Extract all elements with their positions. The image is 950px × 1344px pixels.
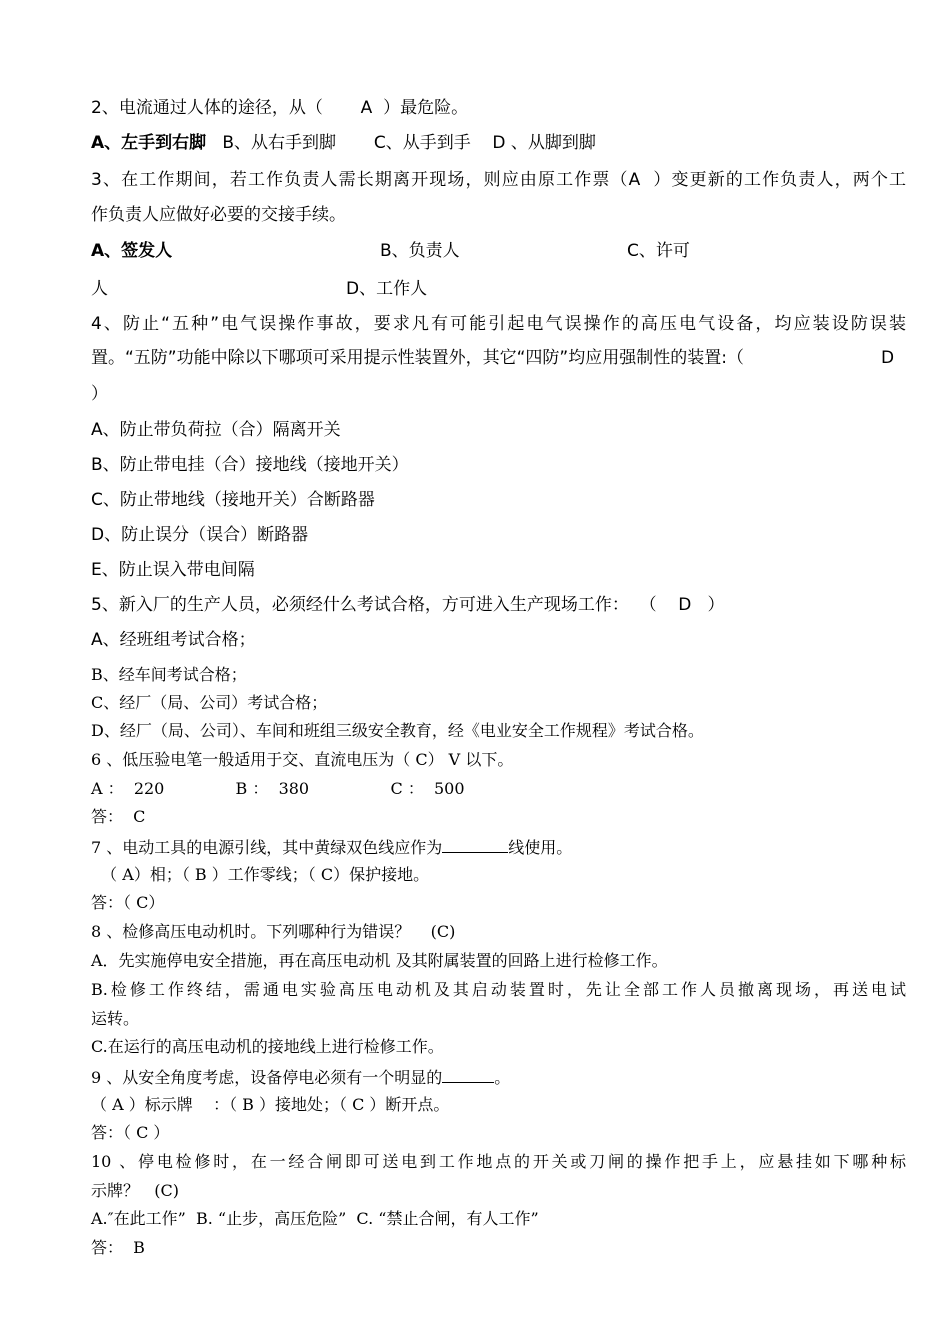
q3-option-c-cont: 人 bbox=[91, 279, 108, 299]
q3-stem-line1: 3、在工作期间，若工作负责人需长期离开现场，则应由原工作票（A ）变更新的工作负责人，两个工 bbox=[91, 170, 906, 190]
q4-answer: D bbox=[881, 348, 895, 368]
q4-option-c: C、防止带地线（接地开关）合断路器 bbox=[91, 490, 375, 510]
q6-options: A ： 220 B ： 380 C ： 500 bbox=[91, 779, 465, 798]
q6-answer: 答： C bbox=[91, 807, 146, 826]
q9-options: （ A ）标示牌 ：（ B ）接地处；（ C ）断开点。 bbox=[91, 1095, 450, 1114]
q4-option-b: B、防止带电挂（合）接地线（接地开关） bbox=[91, 455, 409, 475]
q8-option-a: A．先实施停电安全措施，再在高压电动机 及其附属装置的回路上进行检修工作。 bbox=[91, 951, 668, 970]
q10-stem-line1: 10 、停电检修时，在一经合闸即可送电到工作地点的开关或刀闸的操作把手上，应悬挂如下哪种标 bbox=[91, 1152, 906, 1171]
q3-option-a: A、签发人 bbox=[91, 241, 173, 261]
q5-option-d: D、经厂（局、公司）、车间和班组三级安全教育，经《电业安全工作规程》考试合格。 bbox=[91, 721, 704, 740]
q7-stem-before: 7 、电动工具的电源引线，其中黄绿双色线应作为 bbox=[91, 838, 443, 857]
q3-option-b: B、负责人 bbox=[380, 241, 460, 261]
q10-options: A.″在此工作” B. “止步，高压危险” C. “禁止合闸，有人工作” bbox=[91, 1209, 539, 1228]
q4-stem-line3: ） bbox=[91, 384, 108, 404]
q3-stem-line2: 作负责人应做好必要的交接手续。 bbox=[91, 205, 346, 225]
q2-options bbox=[91, 133, 596, 153]
q8-stem: 8 、检修高压电动机时。下列哪种行为错误？ (C) bbox=[91, 922, 456, 941]
q7-options: （ A）相；（ B ）工作零线；（ C）保护接地。 bbox=[91, 865, 430, 884]
q9-stem bbox=[91, 1066, 510, 1088]
q7-stem bbox=[91, 836, 572, 858]
q8-option-b-line2: 运转。 bbox=[91, 1009, 140, 1028]
q10-answer: 答： B bbox=[91, 1238, 145, 1257]
q3-option-d: D、工作人 bbox=[346, 279, 428, 299]
q4-option-e: E、防止误入带电间隔 bbox=[91, 560, 255, 580]
q2-option-a: A、左手到右脚 bbox=[91, 133, 207, 153]
q2-stem: 2、电流通过人体的途径，从（ A ）最危险。 bbox=[91, 98, 469, 118]
q7-answer: 答：（ C） bbox=[91, 893, 165, 912]
q4-option-d: D、防止误分（误合）断路器 bbox=[91, 525, 309, 545]
q5-option-c: C、经厂（局、公司）考试合格； bbox=[91, 693, 328, 712]
q6-stem: 6 、低压验电笔一般适用于交、直流电压为（ C） V 以下。 bbox=[91, 750, 514, 769]
q9-stem-after: 。 bbox=[494, 1068, 511, 1087]
q5-stem: 5、新入厂的生产人员，必须经什么考试合格，方可进入生产现场工作： （ D ） bbox=[91, 595, 725, 615]
q9-answer: 答：（ C ） bbox=[91, 1123, 170, 1142]
q4-option-a: A、防止带负荷拉（合）隔离开关 bbox=[91, 420, 341, 440]
q9-stem-before: 9 、从安全角度考虑，设备停电必须有一个明显的 bbox=[91, 1068, 443, 1087]
q2-option-b: B、从右手到脚 bbox=[222, 133, 337, 153]
q7-blank bbox=[442, 836, 508, 853]
q10-stem-line2: 示牌？ (C) bbox=[91, 1181, 179, 1200]
q3-option-c: C、许可 bbox=[627, 241, 690, 261]
q9-blank bbox=[442, 1066, 494, 1083]
q2-option-d: D 、从脚到脚 bbox=[492, 133, 596, 153]
q4-stem-line2: 置。“五防”功能中除以下哪项可采用提示性装置外，其它“四防”均应用强制性的装置:（ bbox=[91, 348, 744, 368]
q8-option-c: C.在运行的高压电动机的接地线上进行检修工作。 bbox=[91, 1037, 444, 1056]
q4-stem-line1: 4、防止“五种”电气误操作事故，要求凡有可能引起电气误操作的高压电气设备，均应装设防误装 bbox=[91, 314, 906, 334]
q2-option-c: C、从手到手 bbox=[373, 133, 471, 153]
q8-option-b-line1: B.检修工作终结，需通电实验高压电动机及其启动装置时，先让全部工作人员撤离现场，再送电试 bbox=[91, 980, 906, 999]
q5-option-b: B、经车间考试合格； bbox=[91, 665, 247, 684]
q5-option-a: A、经班组考试合格； bbox=[91, 630, 256, 650]
q7-stem-after: 线使用。 bbox=[508, 838, 573, 857]
